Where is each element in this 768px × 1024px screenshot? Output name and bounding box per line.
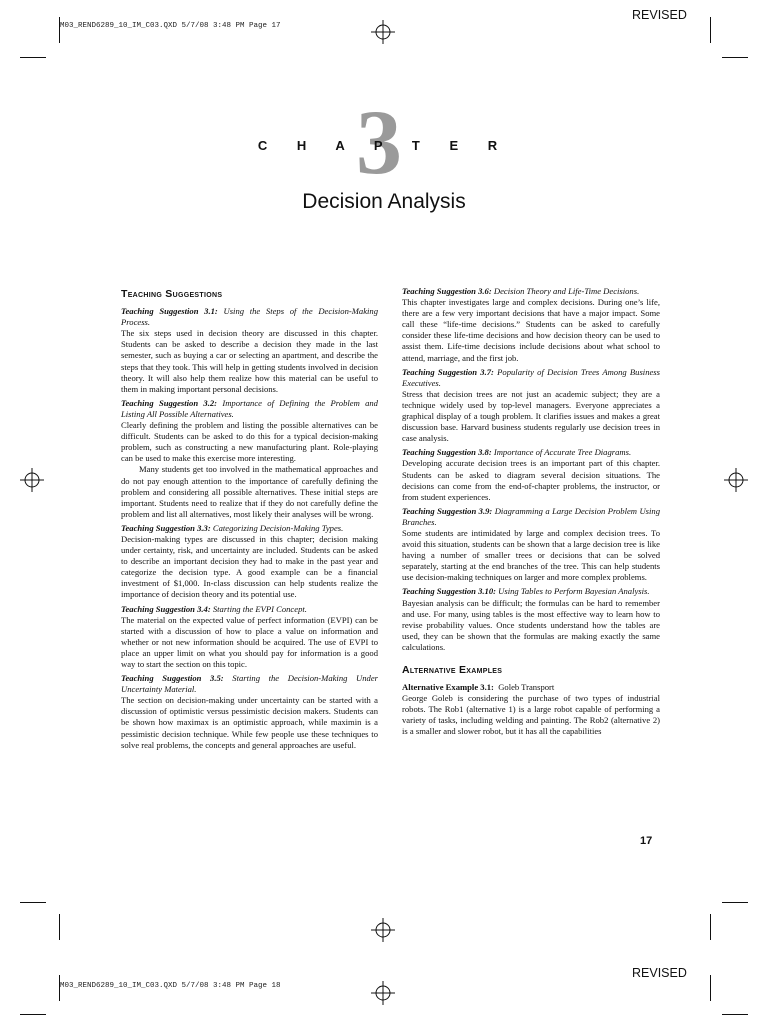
- crop-mark: [59, 914, 60, 940]
- teaching-suggestion-heading: Teaching Suggestion 3.7: Popularity of Decision Trees Among Business Executives.: [402, 366, 660, 388]
- registration-mark-icon: [724, 468, 748, 492]
- alternative-example-text: George Goleb is considering the purchase of two types of industrial robots. The Rob1 (alternative 1) is a large robot capable of performing a variety of tasks, including welding and painting. The Rob2 (alternative 2) is a smaller and slower robot, but it has all the capabilities: [402, 693, 660, 737]
- teaching-suggestion-heading: Teaching Suggestion 3.1: Using the Steps of the Decision-Making Process.: [121, 306, 378, 328]
- teaching-suggestion-heading: Teaching Suggestion 3.4: Starting the EVPI Concept.: [121, 603, 307, 614]
- chapter-title: Decision Analysis: [302, 190, 466, 213]
- crop-mark: [710, 975, 711, 1001]
- teaching-suggestion-text: This chapter investigates large and complex decisions. During one’s life, there are a few very important decisions that have a major impact. Some call these “life-time decisions.” Students can be asked to carefully consider these life-time decisions and how decision theory can be used to assist them. Life-time decisions include decisions about what school to attend, marriage, and the first job.: [402, 297, 660, 363]
- teaching-suggestion-text: The section on decision-making under uncertainty can be started with a discussion of optimistic versus pessimistic decision makers. Students can be shown how maximax is an optimistic approach, while maximin is a pessimistic decision technique. While few people use these techniques to solve real problems, the concepts and general approaches are useful.: [121, 695, 378, 750]
- teaching-suggestion-heading: Teaching Suggestion 3.9: Diagramming a Large Decision Problem Using Branches.: [402, 505, 660, 527]
- teaching-suggestion-heading: Teaching Suggestion 3.6: Decision Theory and Life-Time Decisions.: [402, 286, 640, 296]
- chapter-label: C H A P T E R: [257, 138, 511, 153]
- crop-mark: [20, 1014, 46, 1015]
- teaching-suggestion-heading: Teaching Suggestion 3.3: Categorizing Decision-Making Types.: [121, 522, 344, 533]
- crop-mark: [710, 914, 711, 940]
- teaching-suggestion-heading: Teaching Suggestion 3.5: Starting the Decision-Making Under Uncertainty Material.: [121, 673, 378, 695]
- revised-label-bottom: REVISED: [632, 966, 687, 980]
- right-column: [402, 286, 660, 738]
- teaching-suggestion-text: Many students get too involved in the mathematical approaches and do not pay enough attention to the importance of carefully defining the problem and considering all possible alternatives. These initial steps are important. Students need to realize that if they do not carefully define the problem and list all alternatives, most likely their analyses will be wrong.: [121, 464, 378, 519]
- teaching-suggestion-text: Developing accurate decision trees is an important part of this chapter. Students can be asked to diagram several decision situations. The decisions can come from the end-of-chapter problems, the instructor, or from student experiences.: [402, 458, 660, 502]
- teaching-suggestion-text: The six steps used in decision theory are discussed in this chapter. Students can be asked to describe a decision they made in the last semester, such as buying a car or selecting an apartment, and describe the steps that they took. This will help in getting students involved in decision theory. It will also help them realize how this material can be useful to them in making important personal decisions.: [121, 328, 378, 394]
- teaching-suggestion-heading: Teaching Suggestion 3.2: Importance of Defining the Problem and Listing All Possible Alternatives.: [121, 397, 378, 419]
- alternative-example-heading: Alternative Example 3.1: Goleb Transport: [402, 682, 555, 693]
- crop-mark: [59, 17, 60, 43]
- teaching-suggestion-text: Decision-making types are discussed in this chapter; decision making under certainty, risk, and uncertainty are included. Students can be asked to describe an important decision they had to make in the past year and categorize the decision type. A good example can be a financial investment of $1,000. In-class discussion can help students realize the importance of decision theory and its potential use.: [121, 533, 378, 600]
- teaching-suggestion-text: Clearly defining the problem and listing the possible alternatives can be difficult. Students can be asked to do this for a typical decision-making problem, such as constructing a new manufacturing plant. Role-playing can be used to make this exercise more interesting.: [121, 420, 378, 464]
- teaching-suggestion-text: Stress that decision trees are not just an academic subject; they are a technique widely used by top-level managers. Everyone appreciates a graphical display of a tough problem. It clarifies issues and makes a great discussion base. Harvard business students regularly use decision trees in case analysis.: [402, 388, 660, 444]
- crop-mark: [20, 57, 46, 58]
- crop-mark: [722, 57, 748, 58]
- registration-mark-icon: [371, 918, 395, 942]
- print-slug-bottom: M03_REND6289_10_IM_C03.QXD 5/7/08 3:48 PM Page 18: [60, 982, 281, 990]
- crop-mark: [59, 975, 60, 1001]
- chapter-number: 3: [356, 91, 402, 193]
- teaching-suggestion-text: Bayesian analysis can be difficult; the formulas can be hard to remember and use. For many, using tables is the most effective way to learn how to revise probability values. Once students understand how the tables are used, they can be shown that the formulas are making exactly the same calculations.: [402, 597, 660, 652]
- registration-mark-icon: [20, 468, 44, 492]
- teaching-suggestion-text: Some students are intimidated by large and complex decision trees. To avoid this situation, students can be shown that a large decision tree is like having a number of smaller trees or decisions that can be solved separately, starting at the end branches of the tree. This can help students use decision-making techniques on larger and more complex problems.: [402, 527, 660, 583]
- registration-mark-icon: [371, 20, 395, 44]
- section-heading-teaching: Teaching Suggestions: [121, 288, 223, 300]
- page-number: 17: [640, 835, 653, 847]
- left-column: [121, 286, 378, 751]
- crop-mark: [710, 17, 711, 43]
- teaching-suggestion-text: The material on the expected value of perfect information (EVPI) can be started with a discussion of how to place a value on information and whether or not new information should be acquired. The use of EVPI to place an upper limit on what you should pay for information is a good way to start the section on this topic.: [121, 614, 378, 669]
- print-slug-top: M03_REND6289_10_IM_C03.QXD 5/7/08 3:48 PM Page 17: [60, 22, 281, 30]
- crop-mark: [722, 1014, 748, 1015]
- teaching-suggestion-heading: Teaching Suggestion 3.8: Importance of Accurate Tree Diagrams.: [402, 447, 632, 458]
- teaching-suggestion-heading: Teaching Suggestion 3.10: Using Tables to Perform Bayesian Analysis.: [402, 586, 650, 597]
- crop-mark: [20, 902, 46, 903]
- section-heading-alternative: Alternative Examples: [402, 664, 503, 676]
- crop-mark: [722, 902, 748, 903]
- registration-mark-icon: [371, 981, 395, 1005]
- revised-label-top: REVISED: [632, 8, 687, 22]
